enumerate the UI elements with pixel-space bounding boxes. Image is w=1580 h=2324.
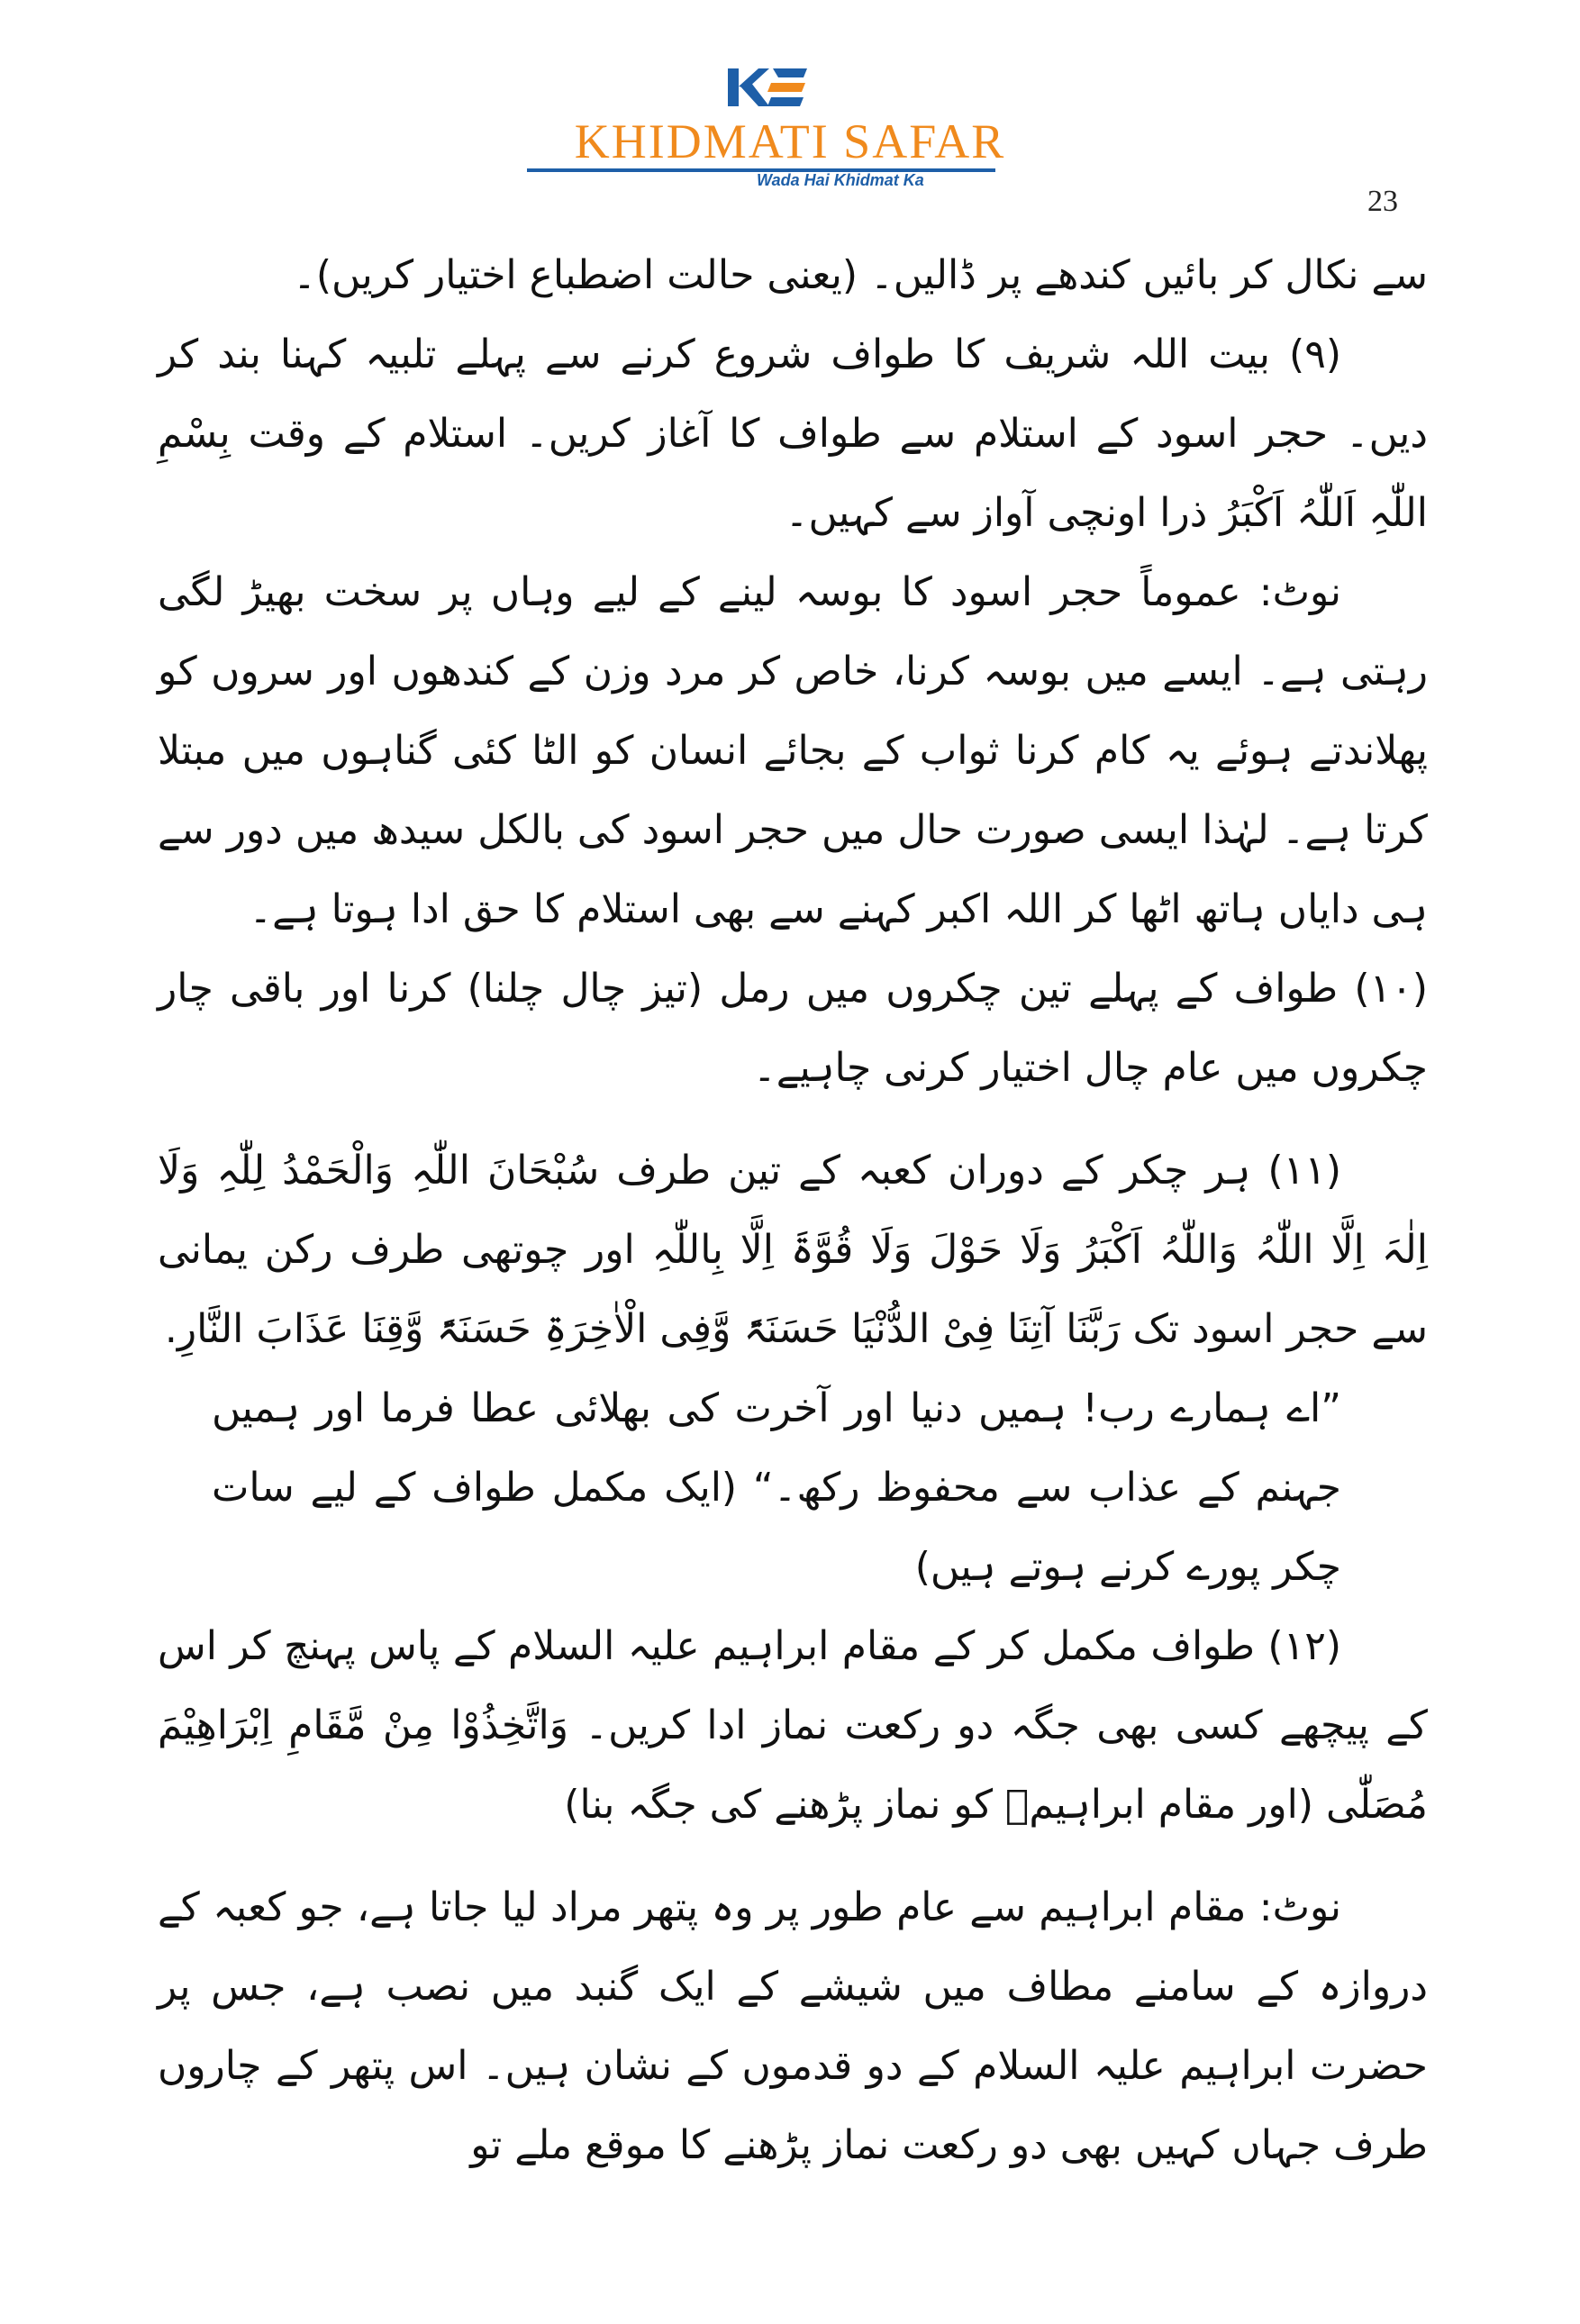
brand-tagline: Wada Hai Khidmat Ka [757, 171, 924, 189]
paragraph-continuation: سے نکال کر بائیں کندھے پر ڈالیں۔ (یعنی حالت اضطباع اختیار کریں)۔ [293, 252, 1428, 298]
page-number: 23 [1367, 185, 1398, 218]
document-body [158, 236, 1428, 2185]
spacer [158, 1845, 1428, 1868]
page-header [0, 54, 1580, 207]
paragraph-item-10: (۱۰) طواف کے پہلے تین چکروں میں رمل (تیز چال چلنا) کرنا اور باقی چار چکروں میں عام چال اختیار کرنی چاہیے۔ [158, 966, 1428, 1091]
paragraph-translation-quote: ”اے ہمارے رب! ہمیں دنیا اور آخرت کی بھلائی عطا فرما اور ہمیں جہنم کے عذاب سے محفوظ رکھ۔“ (ایک مکمل طواف کے لیے سات چکر پورے کرنے ہوتے ہیں) [212, 1385, 1341, 1590]
ks-logo-icon [721, 65, 811, 110]
spacer [158, 1108, 1428, 1131]
paragraph-item-9: (۹) بیت اللہ شریف کا طواف شروع کرنے سے پہلے تلبیہ کہنا بند کر دیں۔ حجر اسود کے استلام سے طواف کا آغاز کریں۔ استلام کے وقت بِسْمِ اللّٰہِ اَللّٰہُ اَکْبَرُ ذرا اونچی آواز سے کہیں۔ [158, 331, 1428, 536]
paragraph-note-maqam-ibrahim: نوٹ: مقام ابراہیم سے عام طور پر وہ پتھر مراد لیا جاتا ہے، جو کعبہ کے دروازہ کے سامنے مطاف میں شیشے کے ایک گنبد میں نصب ہے، جس پر حضرت ابراہیم علیہ السلام کے دو قدموں کے نشان ہیں۔ اس پتھر کے چاروں طرف جہاں کہیں بھی دو رکعت نماز پڑھنے کا موقع ملے تو [158, 1884, 1428, 2168]
paragraph-note-hajar-aswad: نوٹ: عموماً حجر اسود کا بوسہ لینے کے لیے وہاں پر سخت بھیڑ لگی رہتی ہے۔ ایسے میں بوسہ کرنا، خاص کر مرد وزن کے کندھوں اور سروں کو پھلاندتے ہوئے یہ کام کرنا ثواب کے بجائے انسان کو الٹا کئی گناہوں میں مبتلا کرتا ہے۔ لہٰذا ایسی صورت حال میں حجر اسود کی بالکل سیدھ میں دور سے ہی دایاں ہاتھ اٹھا کر اللہ اکبر کہنے سے بھی استلام کا حق ادا ہوتا ہے۔ [158, 569, 1428, 932]
paragraph-item-12: (۱۲) طواف مکمل کر کے مقام ابراہیم علیہ السلام کے پاس پہنچ کر اس کے پیچھے کسی بھی جگہ دو رکعت نماز ادا کریں۔ وَاتَّخِذُوْا مِنْ مَّقَامِ اِبْرَاھِیْمَ مُصَلّٰی (اور مقام ابراہیمؑ کو نماز پڑھنے کی جگہ بنا) [158, 1623, 1428, 1828]
paragraph-item-11: (۱۱) ہر چکر کے دوران کعبہ کے تین طرف سُبْحَانَ اللّٰہِ وَالْحَمْدُ لِلّٰہِ وَلَا اِلٰہَ اِلَّا اللّٰہُ وَاللّٰہُ اَکْبَرُ وَلَا حَوْلَ وَلَا قُوَّۃَ اِلَّا بِاللّٰہِ اور چوتھی طرف رکن یمانی سے حجر اسود تک رَبَّنَا آتِنَا فِیْ الدُّنْیَا حَسَنَۃً وَّفِی الْاٰخِرَۃِ حَسَنَۃً وَّقِنَا عَذَابَ النَّارِ. [158, 1148, 1428, 1352]
brand-title: KHIDMATI SAFAR [574, 114, 1006, 168]
